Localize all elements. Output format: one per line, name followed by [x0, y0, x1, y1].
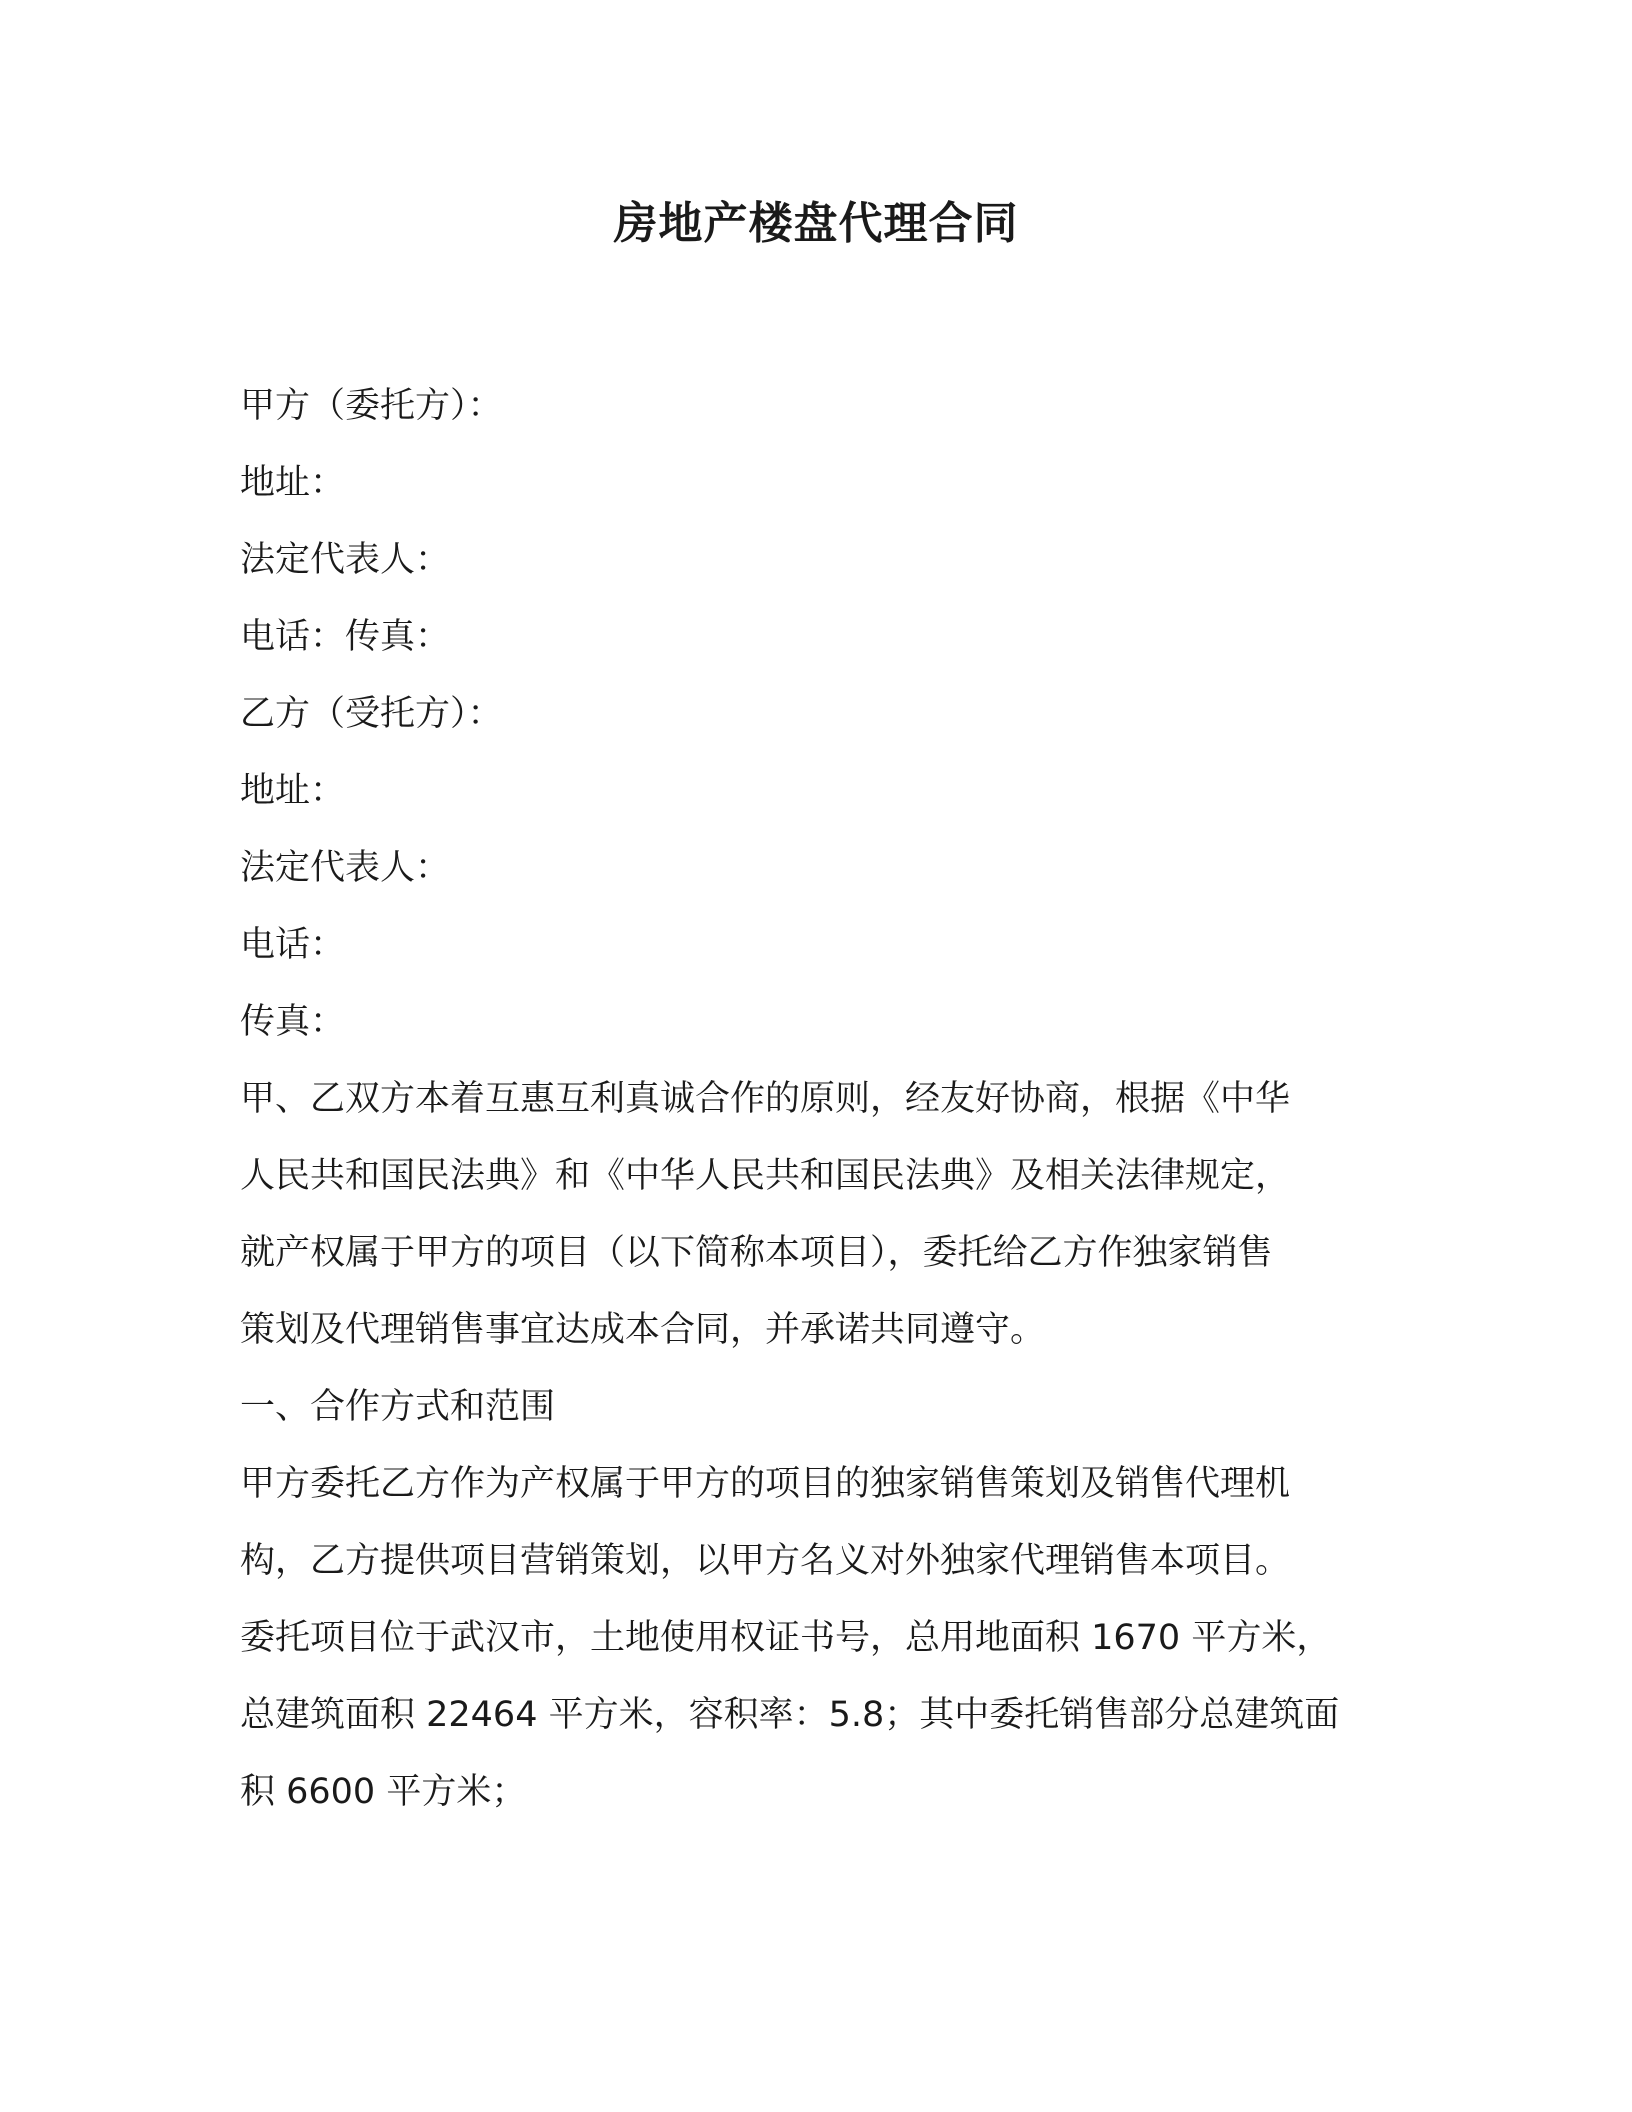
section-1-paragraph: [240, 1446, 1400, 1831]
document-title: 房地产楼盘代理合同: [613, 198, 1019, 249]
party-b-fax: 传真：: [240, 1002, 346, 1042]
section-1-line: 总建筑面积 22464 平方米，容积率：5.8；其中委托销售部分总建筑面: [240, 1695, 1340, 1735]
party-b-heading: 乙方（受托方）：: [240, 694, 503, 734]
party-a-phone-fax: 电话：传真：: [240, 617, 451, 657]
preamble-line: 甲、乙双方本着互惠互利真诚合作的原则，经友好协商，根据《中华: [240, 1079, 1291, 1119]
party-a-address: 地址：: [240, 463, 346, 503]
section-1-line: 构，乙方提供项目营销策划，以甲方名义对外独家代理销售本项目。: [240, 1541, 1291, 1581]
preamble-line: 人民共和国民法典》和《中华人民共和国民法典》及相关法律规定，: [240, 1156, 1291, 1196]
section-1-line: 委托项目位于武汉市，土地使用权证书号，总用地面积 1670 平方米，: [240, 1618, 1332, 1658]
party-b-phone: 电话：: [240, 925, 346, 965]
party-b-address: 地址：: [240, 771, 346, 811]
document-body: [240, 368, 1400, 1831]
preamble-line: 就产权属于甲方的项目（以下简称本项目），委托给乙方作独家销售: [240, 1233, 1273, 1273]
party-a-heading: 甲方（委托方）：: [240, 386, 503, 426]
section-1-heading: 一、合作方式和范围: [240, 1387, 556, 1427]
preamble-line: 策划及代理销售事宜达成本合同，并承诺共同遵守。: [240, 1310, 1046, 1350]
party-a-legal-rep: 法定代表人：: [240, 540, 451, 580]
section-1-line: 积 6600 平方米；: [240, 1772, 527, 1812]
party-b-legal-rep: 法定代表人：: [240, 848, 451, 888]
section-1-line: 甲方委托乙方作为产权属于甲方的项目的独家销售策划及销售代理机: [240, 1464, 1291, 1504]
preamble-paragraph: [240, 1061, 1400, 1369]
